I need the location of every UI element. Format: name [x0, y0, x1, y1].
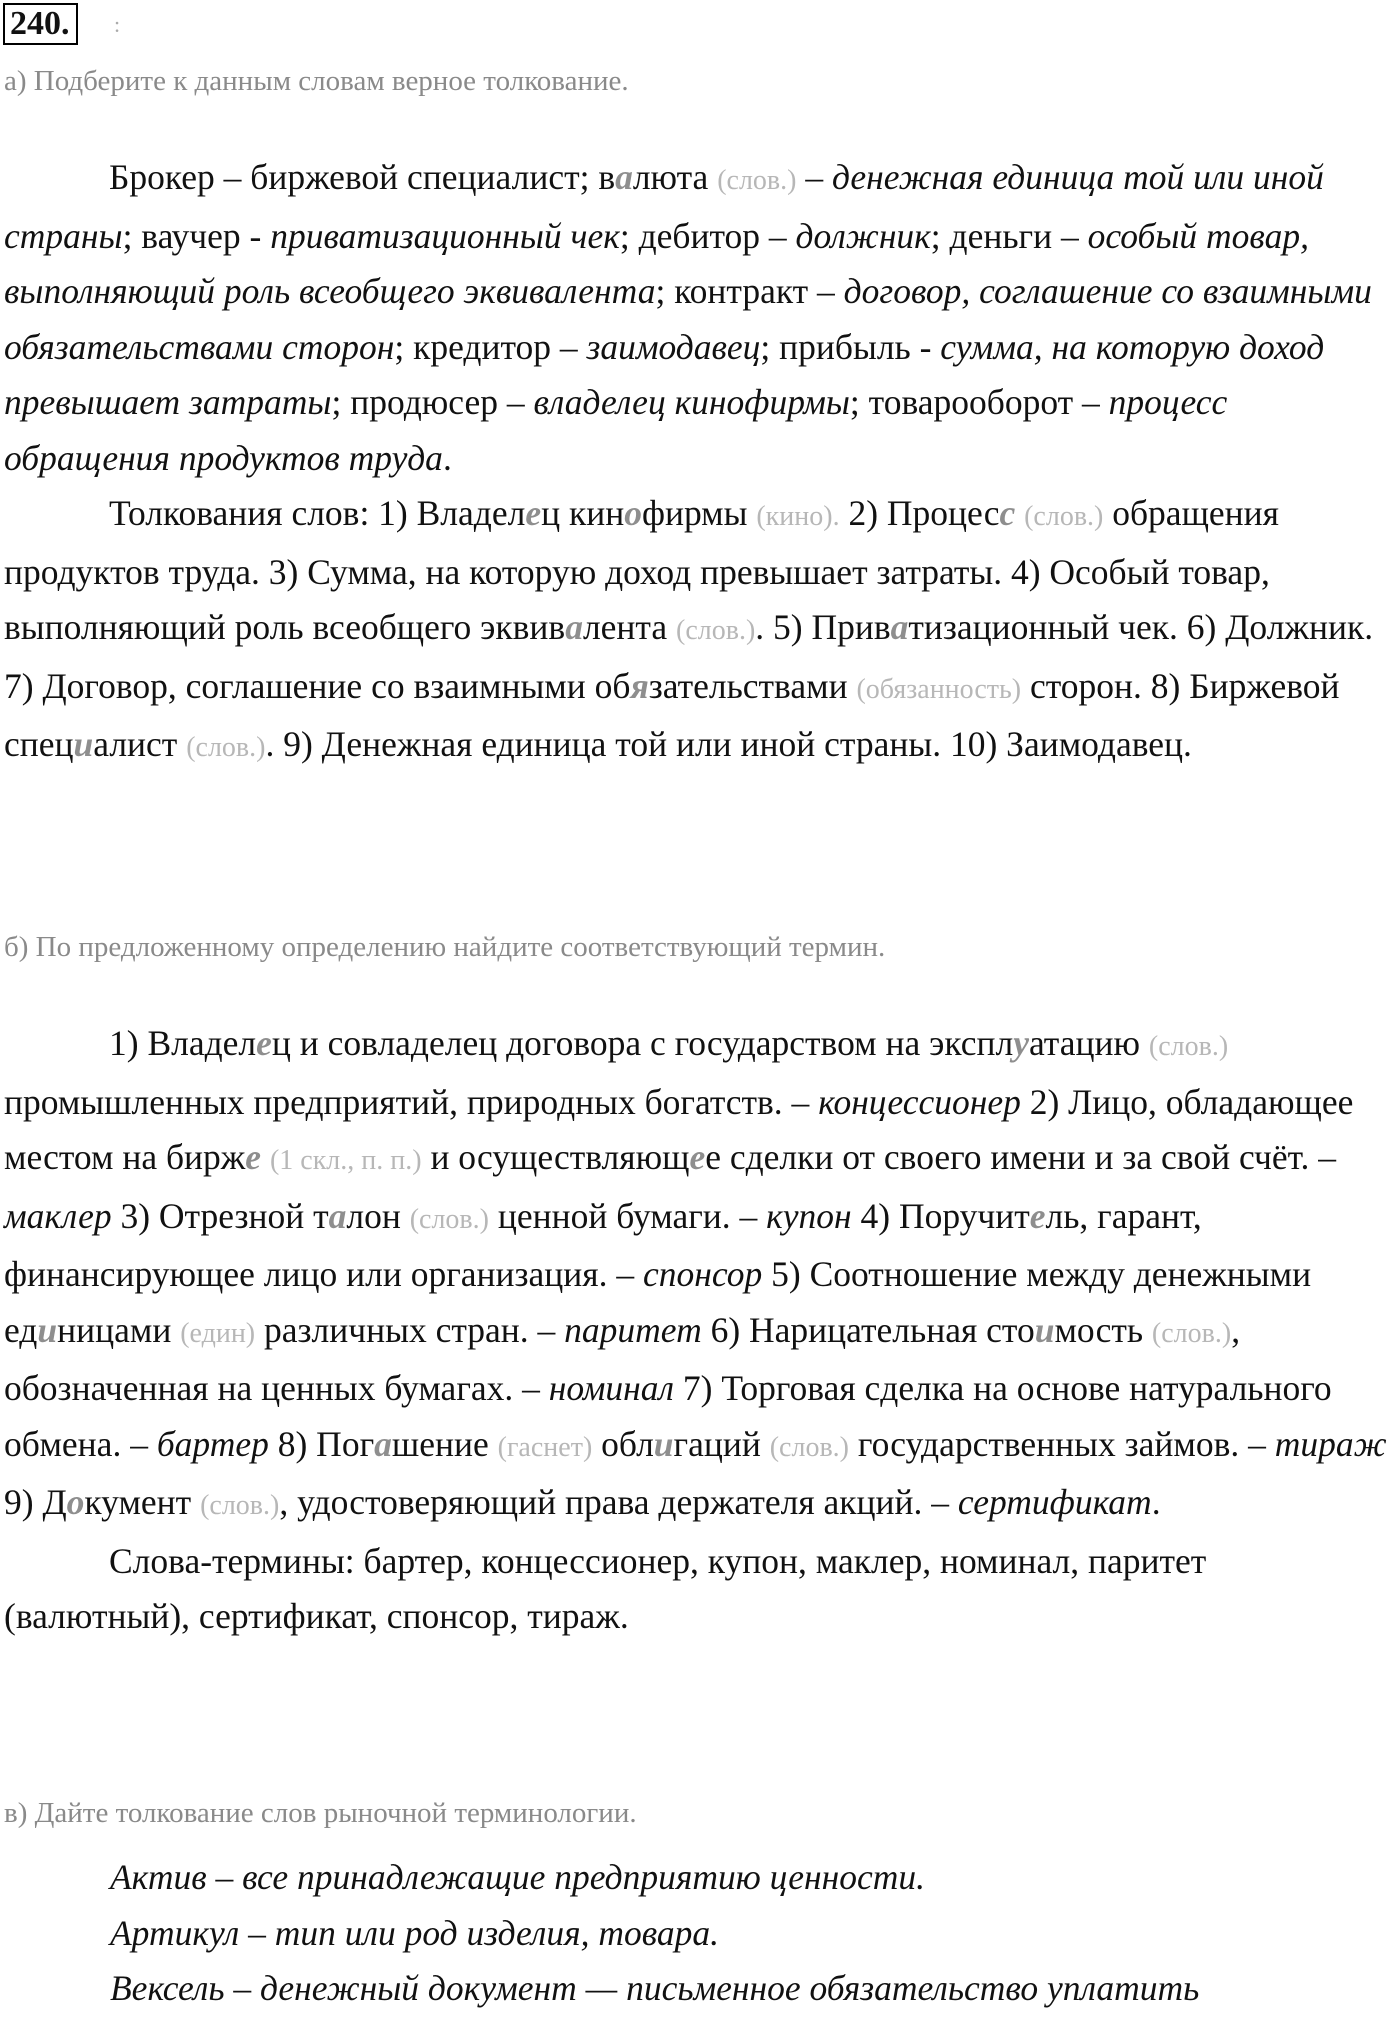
terms-paragraph: Слова-термины: бартер, концессионер, купон, маклер, номинал, паритет (валютный), сертификат, спонсор, тираж. — [4, 1540, 1207, 1636]
section-a — [4, 150, 1389, 776]
task-b-heading: б) По предложенному определению найдите соответствующий термин. — [4, 931, 886, 963]
interpretations-paragraph: Толкования слов: 1) Владелец кинофирмы (кино). 2) Процесс (слов.) обращения продуктов труда. 3) Сумма, на которую доход превышает затраты. 4) Особый товар, выполняющий роль всеобщего эквивалента (слов.). 5) Приватизационный чек. 6) Должник. 7) Договор, соглашение со взаимными обязательствами (обязанность) сторон. 8) Биржевой специалист (слов.). 9) Денежная единица той или иной страны. 10) Заимодавец. — [4, 493, 1374, 764]
definition-line: Артикул – тип или род изделия, товара. — [110, 1912, 720, 1953]
exercise-colon: : — [114, 12, 121, 37]
definition-line: Вексель – денежный документ — письменное обязательство уплатить — [110, 1968, 1200, 2008]
answer-b-paragraph: 1) Владелец и совладелец договора с государством на эксплуатацию (слов.) промышленных предприятий, природных богатств. – концессионер 2) Лицо, обладающее местом на бирже (1 скл., п. п.) и осуществляющее сделки от своего имени и за свой счёт. – маклер 3) Отрезной талон (слов.) ценной бумаги. – купон 4) Поручитель, гарант, финансирующее лицо или организация. – спонсор 5) Соотношение между денежными единицами (един) различных стран. – паритет 6) Нарицательная стоимость (слов.), обозначенная на ценных бумагах. – номинал 7) Торговая сделка на основе натурального обмена. – бартер 8) Погашение (гаснет) облигаций (слов.) государственных займов. – тираж 9) Документ (слов.), удостоверяющий права держателя акций. – сертификат. — [4, 1023, 1387, 1522]
section-b — [4, 1016, 1389, 1645]
highlighted-letter: а — [615, 157, 633, 197]
answer-a-paragraph: Брокер – биржевой специалист; валюта (слов.) – денежная единица той или иной страны; ваучер - приватизационный чек; дебитор – должник; деньги – особый товар, выполняющий роль всеобщего эквивалента; контракт – договор, соглашение со взаимными обязательствами сторон; кредитор – заимодавец; прибыль - сумма, на которую доход превышает затраты; продюсер – владелец кинофирмы; товарооборот – процесс обращения продуктов труда. — [4, 157, 1372, 478]
section-v — [110, 1850, 1390, 2017]
definition-line: Актив – все принадлежащие предприятию ценности. — [110, 1857, 926, 1897]
exercise-number: 240. — [3, 3, 78, 45]
note: (слов.) — [717, 165, 797, 196]
task-v-heading: в) Дайте толкование слов рыночной терминологии. — [4, 1797, 637, 1829]
task-a-heading: а) Подберите к данным словам верное толкование. — [4, 65, 629, 97]
